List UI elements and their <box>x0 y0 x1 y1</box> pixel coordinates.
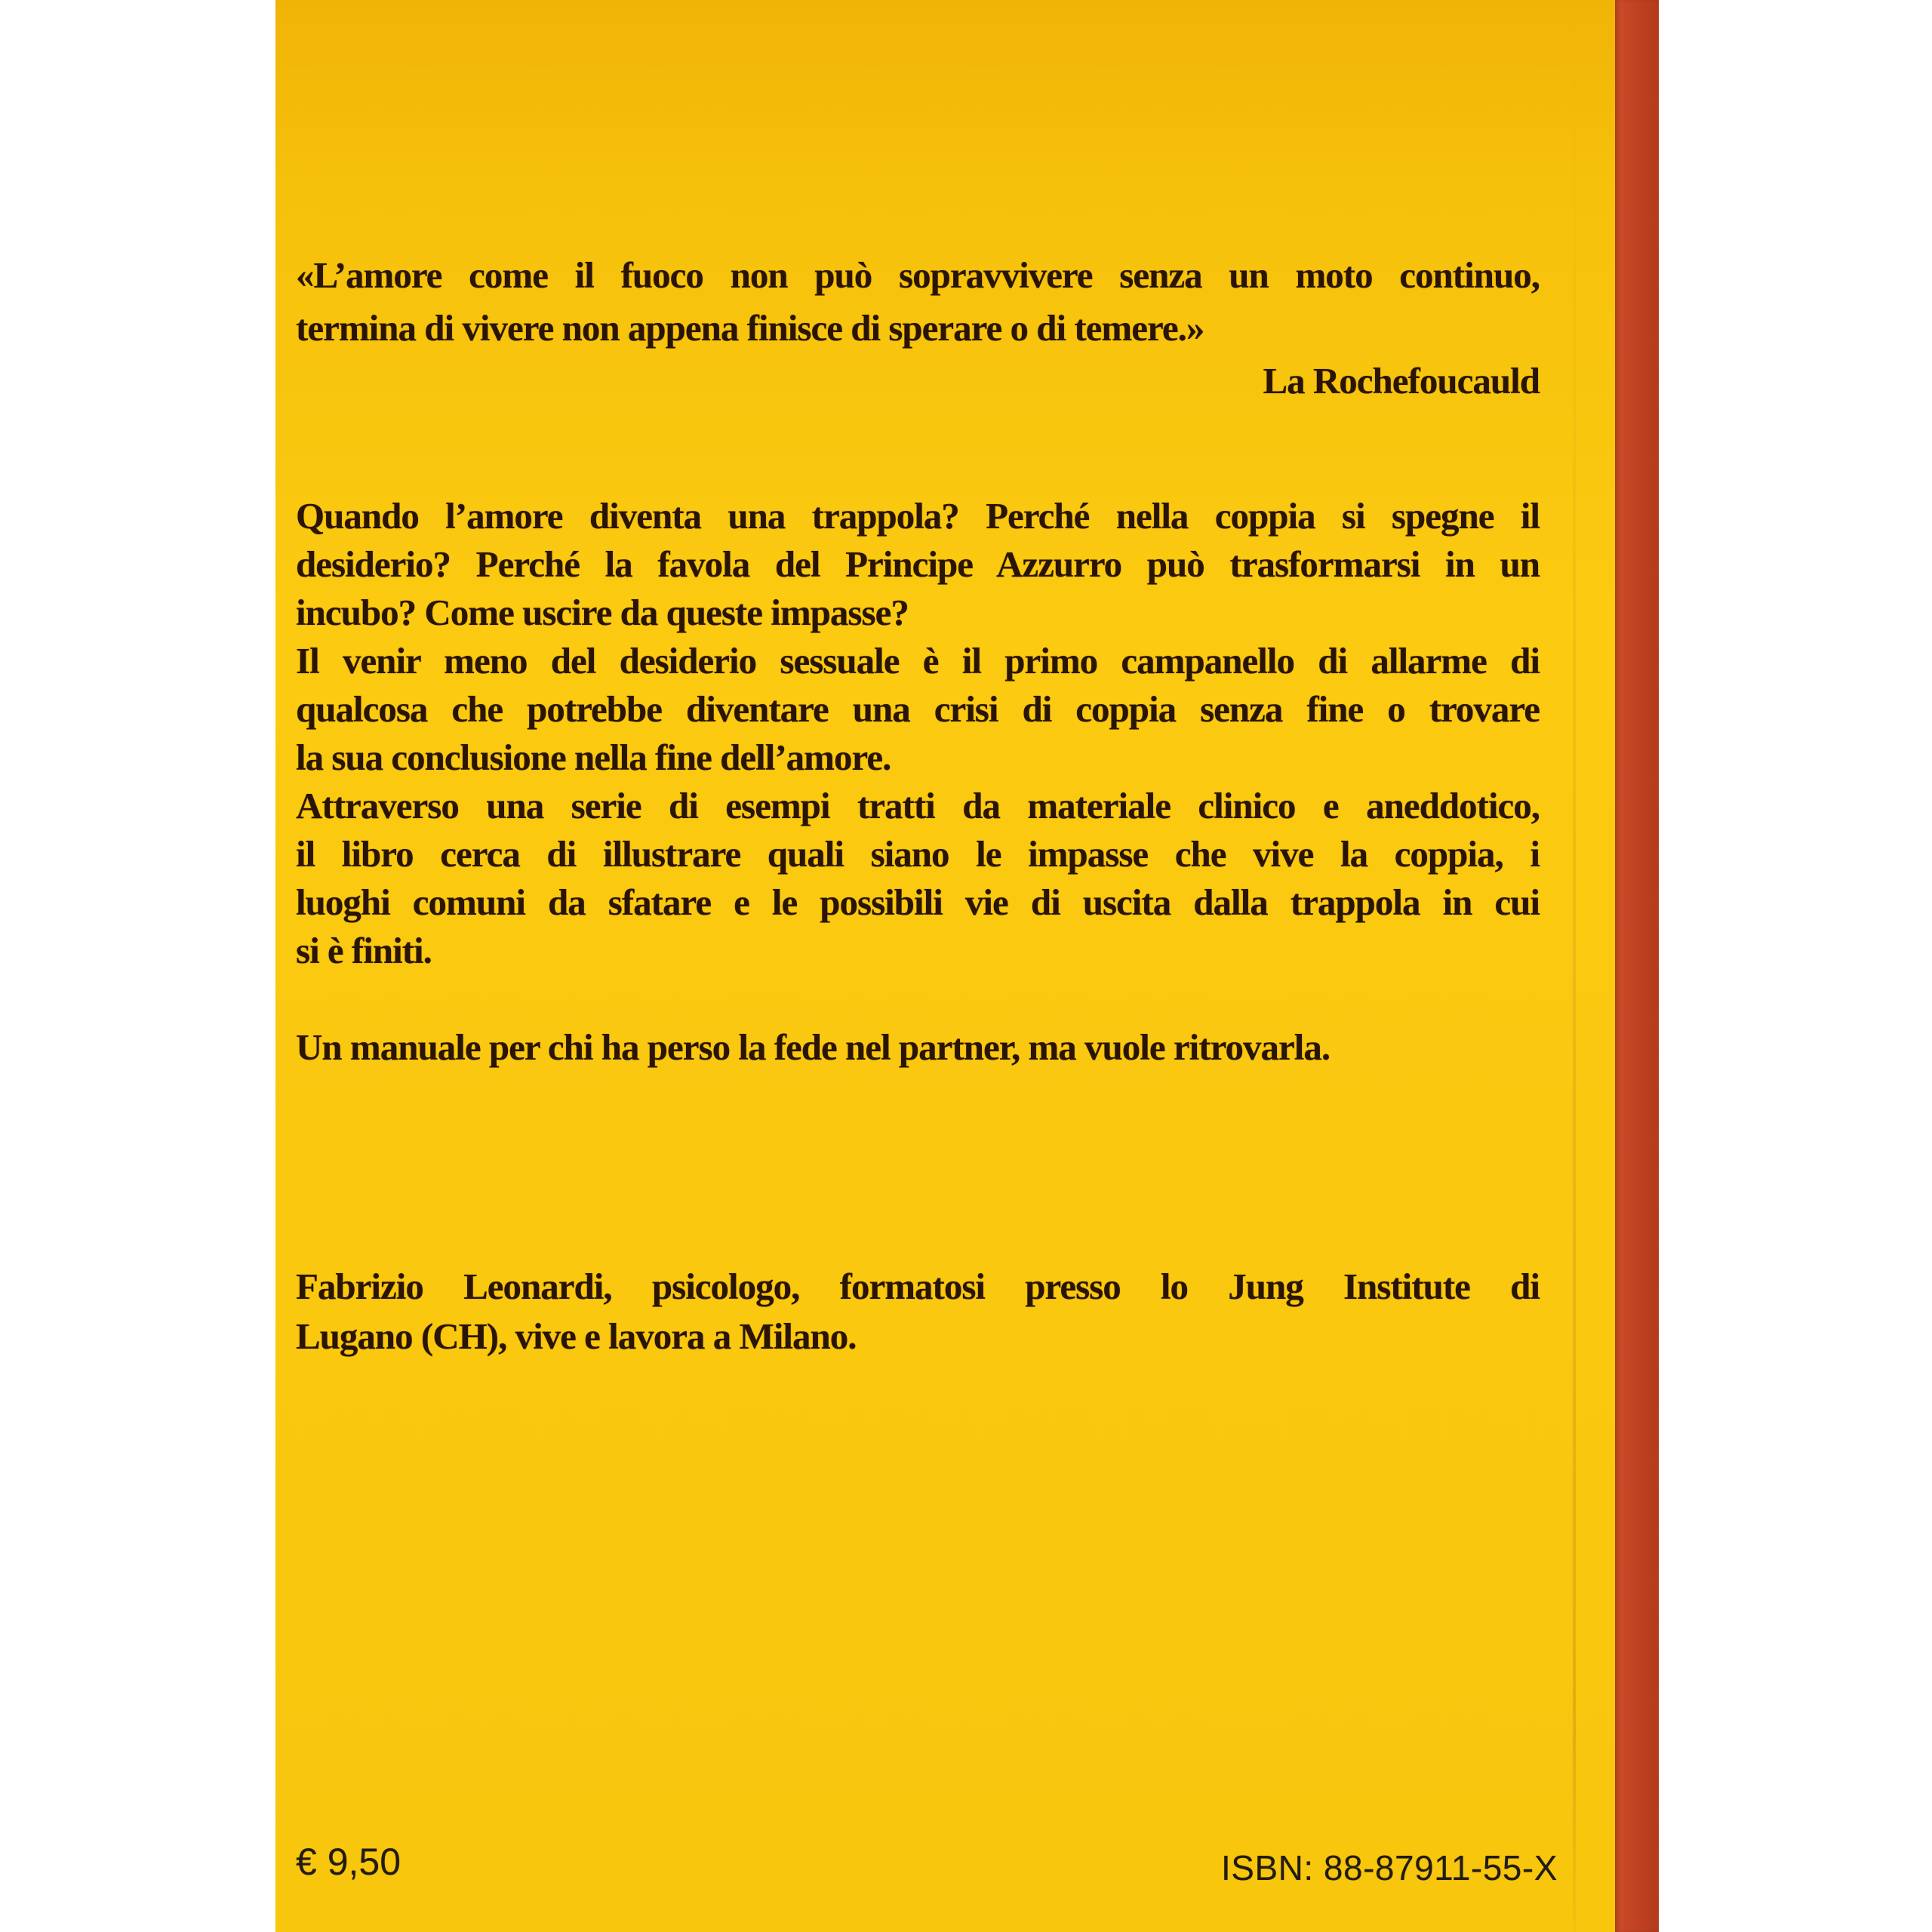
spine-strip <box>1615 0 1659 1932</box>
synopsis-line: Attraverso una serie di esempi tratti da materiale clinico e aneddotico, <box>296 785 1540 826</box>
tagline-line: Un manuale per chi ha perso la fede nel partner, ma vuole ritrovarla. <box>296 1026 1331 1068</box>
price-label: € 9,50 <box>296 1841 401 1883</box>
isbn-label: ISBN: 88-87911-55-X <box>1221 1848 1558 1887</box>
author-bio-block <box>296 1262 1540 1361</box>
synopsis-line: si è finiti. <box>296 930 432 971</box>
quote-line: termina di vivere non appena finisce di sperare o di temere.» <box>296 307 1204 349</box>
synopsis-line: incubo? Come uscire da queste impasse? <box>296 592 909 633</box>
book-back-cover <box>275 0 1615 1932</box>
quote-block <box>296 249 1540 408</box>
synopsis-line: luoghi comuni da sfatare e le possibili vie di uscita dalla trappola in cui <box>296 881 1540 923</box>
quote-attribution: La Rochefoucauld <box>1263 360 1540 401</box>
synopsis-line: qualcosa che potrebbe diventare una crisi di coppia senza fine o trovare <box>296 688 1540 730</box>
author-bio-line: Lugano (CH), vive e lavora a Milano. <box>296 1315 857 1357</box>
quote-line: «L’amore come il fuoco non può sopravvivere senza un moto continuo, <box>296 254 1540 296</box>
synopsis-block <box>296 492 1540 975</box>
synopsis-line: la sua conclusione nella fine dell’amore. <box>296 737 891 778</box>
synopsis-line: il libro cerca di illustrare quali siano le impasse che vive la coppia, i <box>296 833 1540 875</box>
author-bio-line: Fabrizio Leonardi, psicologo, formatosi presso lo Jung Institute di <box>296 1266 1540 1307</box>
synopsis-line: desiderio? Perché la favola del Principe Azzurro può trasformarsi in un <box>296 543 1540 585</box>
synopsis-line: Il venir meno del desiderio sessuale è il primo campanello di allarme di <box>296 640 1540 681</box>
synopsis-line: Quando l’amore diventa una trappola? Perché nella coppia si spegne il <box>296 495 1540 537</box>
tagline-block <box>296 1023 1540 1072</box>
